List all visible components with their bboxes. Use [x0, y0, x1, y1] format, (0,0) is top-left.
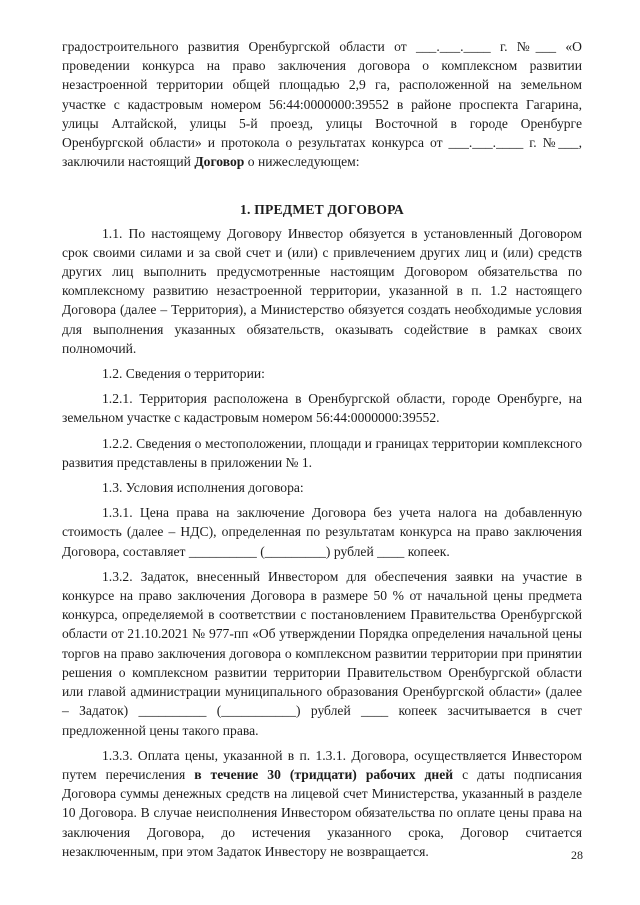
clause-1-2-2	[62, 434, 582, 472]
document-body	[62, 37, 582, 861]
text-run: градостроительного развития Оренбургской области от ___.___.____ г. №___ «О проведении конкурса на право заключения договора о комплексном развитии незастроенной территории общей площадью 2,9 га, расположенной на земельном участке с кадастровым номером 56:44:0000000:39552 в районе проспекта Гагарина, улицы Алтайской, улицы 5-й проезд, улицы Восточной в городе Оренбурге Оренбургской области» и протокола о результатах конкурса от ___.___.____ г. №___, заключили настоящий	[62, 39, 582, 170]
text-run: 1.3.2. Задаток, внесенный Инвестором для обеспечения заявки на участие в конкурсе на право заключения Договора в размере 50 % от начальной цены предмета конкурса, определяемой в соответствии с постановлением Правительства Оренбургской области от 21.10.2021 № 977-пп «Об утверждении Порядка определения начальной цены торгов на право заключения договора о комплексном развитии территории при принятии решения о комплексном развитии территории Правительством Оренбургской области или главой администрации муниципального образования Оренбургской области» (далее – Задаток) __________ (___________) рублей ____ копеек засчитывается в счет предложенной цены такого права.	[62, 568, 582, 738]
text-run: 1.1. По настоящему Договору Инвестор обязуется в установленный Договором срок своими силами и за свой счет и (или) с привлечением других лиц и (или) средств других лиц выполнить предусмотренные настоящим Договором обязательства по комплексному развитию незастроенной территории, указанной в п. 1.2 настоящего Договора (далее – Территория), а Министерство обязуется создать необходимые условия для выполнения указанных обязательств, оказывать содействие в рамках своих полномочий.	[62, 225, 582, 356]
clause-1-2-1	[62, 389, 582, 427]
text-run: 1.2.2. Сведения о местоположении, площади и границах территории комплексного развития представлены в приложении № 1.	[62, 435, 582, 470]
clause-1-3-1	[62, 503, 582, 561]
intro-paragraph	[62, 37, 582, 171]
clause-1-3-2	[62, 567, 582, 740]
clause-1-1	[62, 224, 582, 358]
text-run: 1.3.1. Цена права на заключение Договора без учета налога на добавленную стоимость (далее – НДС), определенная по результатам конкурса на право заключения Договора, составляет __________ (_________) рублей ____ копеек.	[62, 505, 582, 559]
clause-1-3-3	[62, 746, 582, 861]
text-run: 1.3.3. Оплата цены, указанной в п. 1.3.1. Договора, осуществляется Инвестором путем перечисления	[62, 747, 582, 782]
text-run: 1.2. Сведения о территории:	[102, 366, 265, 382]
page-number: 28	[571, 848, 583, 862]
text-run: 1.3. Условия исполнения договора:	[102, 480, 304, 496]
clause-1-2	[62, 364, 582, 383]
text-run: о нижеследующем:	[244, 154, 360, 170]
text-run: 1.2.1. Территория расположена в Оренбургской области, городе Оренбурге, на земельном участке с кадастровым номером 56:44:0000000:39552.	[62, 391, 582, 426]
bold-text-run: Договор	[194, 154, 245, 170]
section-heading: 1. ПРЕДМЕТ ДОГОВОРА	[240, 202, 404, 218]
clause-1-3	[62, 478, 582, 497]
bold-text-run: в течение 30 (тридцати) рабочих дней	[194, 766, 454, 782]
text-run: с даты подписания Договора суммы денежных средств на лицевой счет Министерства, указанный в разделе 10 Договора. В случае неисполнения Инвестором обязательства по оплате цены права на заключения Договора, до истечения указанного срока, Договор считается незаключенным, при этом Задаток Инвестору не возвращается.	[62, 766, 582, 859]
